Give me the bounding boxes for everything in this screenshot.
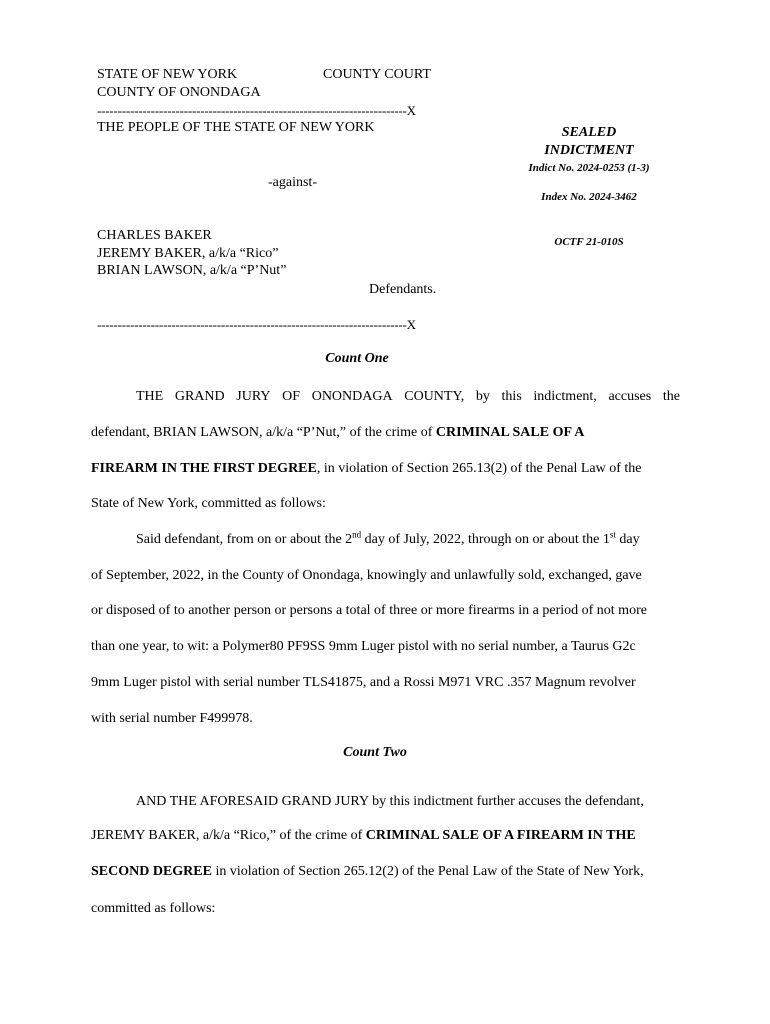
count-two-line-2-text: JEREMY BAKER, a/k/a “Rico,” of the crime of xyxy=(91,828,366,843)
count-one-p1-line-4: State of New York, committed as follows: xyxy=(91,496,326,511)
indict-number: Indict No. 2024-0253 (1-3) xyxy=(528,162,650,174)
count-one-p1-line-1 xyxy=(136,388,680,405)
count-one-p1-word: ONONDAGA xyxy=(311,389,393,404)
count-one-p1-word: COUNTY, xyxy=(404,389,465,404)
count-one-p1-word: accuses xyxy=(608,389,652,404)
count-two-line-2 xyxy=(91,827,636,844)
p2-line-1-c: day xyxy=(615,532,640,547)
count-one-p1-line-2 xyxy=(91,424,680,441)
defendant-brian-lawson: BRIAN LAWSON, a/k/a “P’Nut” xyxy=(97,263,287,278)
crime-name-second-degree-b: SECOND DEGREE xyxy=(91,864,212,879)
sealed-label: SEALED xyxy=(561,125,617,140)
caption-court: COUNTY COURT xyxy=(323,67,431,82)
defendant-jeremy-baker: JEREMY BAKER, a/k/a “Rico” xyxy=(97,246,279,261)
indictment-label: INDICTMENT xyxy=(544,143,634,158)
index-number: Index No. 2024-3462 xyxy=(541,191,637,203)
count-two-heading: Count Two xyxy=(343,745,407,760)
count-one-p2-line-2: of September, 2022, in the County of Onondaga, knowingly and unlawfully sold, exchanged, gave xyxy=(91,568,642,583)
p2-line-1-a: Said defendant, from on or about the 2 xyxy=(136,532,353,547)
count-one-p2-line-6: with serial number F499978. xyxy=(91,711,253,726)
count-one-p1-word: the xyxy=(662,389,680,404)
caption-county: COUNTY OF ONONDAGA xyxy=(97,85,261,100)
caption-state: STATE OF NEW YORK xyxy=(97,67,238,82)
count-one-p1-word: THE xyxy=(136,389,164,404)
count-two-line-4: committed as follows: xyxy=(91,901,216,916)
count-two-line-3 xyxy=(91,863,644,880)
count-one-p1-line-2-text: defendant, BRIAN LAWSON, a/k/a “P’Nut,” of the crime of xyxy=(91,425,436,440)
crime-name-second-degree-a: CRIMINAL SALE OF A FIREARM IN THE xyxy=(365,828,636,843)
crime-name-first-degree-b: FIREARM IN THE FIRST DEGREE xyxy=(91,461,317,476)
caption-people: THE PEOPLE OF THE STATE OF NEW YORK xyxy=(97,120,375,135)
count-one-p1-line-3-text: , in violation of Section 265.13(2) of the Penal Law of the xyxy=(316,461,642,476)
count-one-p2-line-5: 9mm Luger pistol with serial number TLS41875, and a Rossi M971 VRC .357 Magnum revolver xyxy=(91,675,636,690)
count-one-p2-line-3: or disposed of to another person or persons a total of three or more firearms in a period of not more xyxy=(91,603,647,618)
defendant-charles-baker: CHARLES BAKER xyxy=(97,228,212,243)
p2-ordinal-st: st xyxy=(609,529,616,540)
count-one-heading: Count One xyxy=(325,351,389,366)
count-two-line-1: AND THE AFORESAID GRAND JURY by this indictment further accuses the defendant, xyxy=(136,794,644,809)
count-one-p1-line-3 xyxy=(91,460,680,477)
caption-rule-bottom: ---------------------------------------------------------------------------X xyxy=(97,317,416,332)
count-one-p2-line-1 xyxy=(136,531,680,548)
crime-name-first-degree-a: CRIMINAL SALE OF A xyxy=(435,425,585,440)
count-two-line-3-text: in violation of Section 265.12(2) of the Penal Law of the State of New York, xyxy=(211,864,644,879)
count-one-p2-line-4: than one year, to wit: a Polymer80 PF9SS 9mm Luger pistol with no serial number, a Taurus G2c xyxy=(91,639,636,654)
octf-number: OCTF 21-010S xyxy=(554,236,624,248)
count-one-p1-word: indictment, xyxy=(533,389,597,404)
defendants-label: Defendants. xyxy=(369,282,437,297)
caption-rule-top: ---------------------------------------------------------------------------X xyxy=(97,103,416,118)
count-one-p1-word: by xyxy=(475,389,490,404)
count-one-p1-word: JURY xyxy=(236,389,271,404)
count-one-p1-word: GRAND xyxy=(174,389,225,404)
p2-ordinal-nd: nd xyxy=(352,529,362,540)
count-one-p1-word: this xyxy=(501,389,522,404)
caption-against: -against- xyxy=(268,175,317,190)
p2-line-1-b: day of July, 2022, through on or about the 1 xyxy=(361,532,610,547)
count-one-p1-word: OF xyxy=(282,389,301,404)
